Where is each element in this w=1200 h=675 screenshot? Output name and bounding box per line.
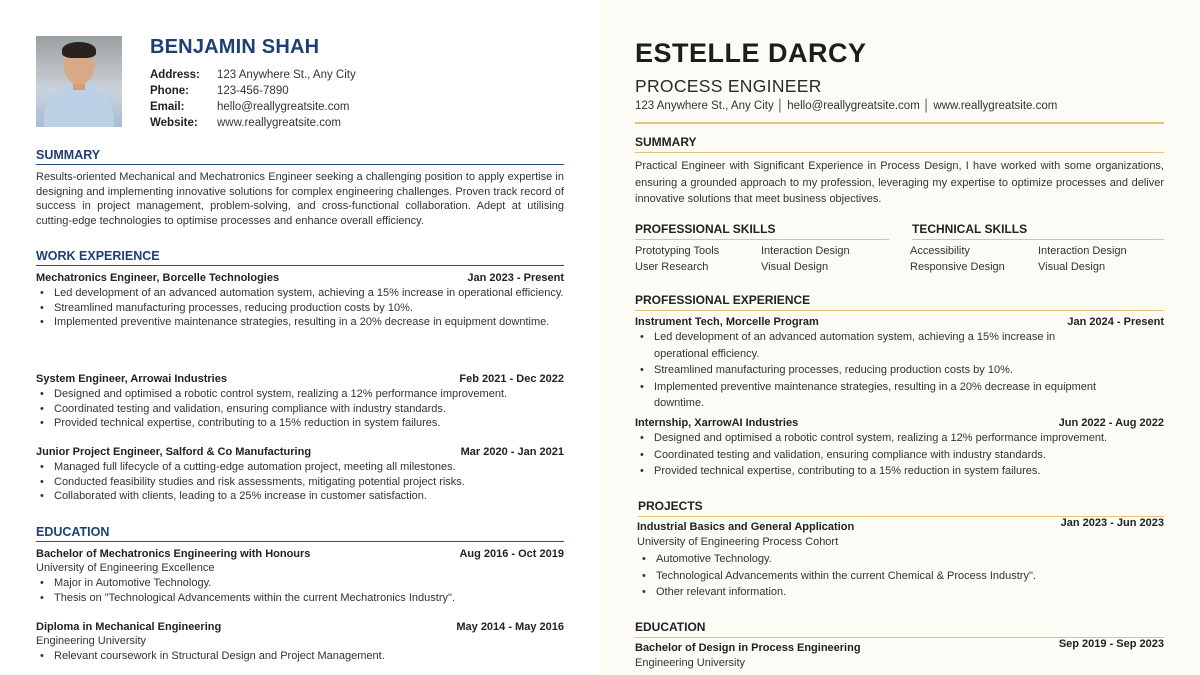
job-title: Internship, XarrowAI Industries xyxy=(635,417,799,429)
list-item: • Led development of an advanced automation system, achieving a 15% increase in operational efficiency. xyxy=(635,329,1105,362)
contact-label: Website: xyxy=(150,117,198,129)
job-dates: Jan 2024 - Present xyxy=(1067,316,1164,328)
skill-item: User Research xyxy=(635,261,709,273)
project-header xyxy=(637,517,1164,533)
section-title-summary: SUMMARY xyxy=(635,135,1164,153)
contact-label: Email: xyxy=(150,101,185,113)
skill-item: Visual Design xyxy=(1038,261,1106,273)
education-header xyxy=(635,638,1164,654)
section-title-projects: PROJECTS xyxy=(638,499,1164,517)
job-bullets xyxy=(36,286,564,330)
contact-value: hello@reallygreatsite.com xyxy=(217,101,350,113)
list-item: • Other relevant information. xyxy=(637,584,1164,601)
candidate-role: PROCESS ENGINEER xyxy=(635,76,822,96)
degree-title: Diploma in Mechanical Engineering xyxy=(36,621,222,633)
profile-photo xyxy=(36,36,122,127)
summary-text: Results-oriented Mechanical and Mechatronics Engineer seeking a challenging position to apply expertise in designing and implementing innovative solutions for complex engineering challenges. Proven track record of success in project management, problem-solving, and cross-functional collaboration. Adept at utilising cutting-edge technologies to optimise processes and enhance overall efficiency. xyxy=(36,171,564,227)
job-title: Instrument Tech, Morcelle Program xyxy=(635,316,819,328)
candidate-name: BENJAMIN SHAH xyxy=(150,36,320,58)
contact-value: 123 Anywhere St., Any City xyxy=(217,69,356,81)
header-divider xyxy=(635,122,1164,124)
skill-item: Interaction Design xyxy=(761,245,850,257)
list-item: • Implemented preventive maintenance strategies, resulting in a 20% decrease in equipment downtime. xyxy=(36,315,564,330)
job-bullets xyxy=(36,460,564,504)
section-title-technical-skills: TECHNICAL SKILLS xyxy=(912,222,1164,240)
photo-hair-shape xyxy=(62,42,96,58)
list-item: • Managed full lifecycle of a cutting-edge automation project, meeting all milestones. xyxy=(36,460,564,475)
job-header xyxy=(635,417,1164,429)
list-item: • Collaborated with clients, leading to a 25% increase in customer satisfaction. xyxy=(36,489,564,504)
section-title-work-experience: WORK EXPERIENCE xyxy=(36,249,564,266)
list-item: • Conducted feasibility studies and risk assessments, mitigating potential project risks. xyxy=(36,475,564,490)
contact-label: Phone: xyxy=(150,85,189,97)
resume-estelle-darcy xyxy=(600,0,1200,675)
job-header xyxy=(36,272,564,284)
contact-value: 123-456-7890 xyxy=(217,85,289,97)
job-header xyxy=(635,316,1164,328)
list-item: • Technological Advancements within the current Chemical & Process Industry". xyxy=(637,568,1164,585)
job-dates: Jun 2022 - Aug 2022 xyxy=(1058,417,1164,429)
school-name: Engineering University xyxy=(635,657,746,669)
contact-label: Address: xyxy=(150,69,200,81)
education-dates: Sep 2019 - Sep 2023 xyxy=(1058,638,1164,650)
list-item: • Designed and optimised a robotic control system, realizing a 12% performance improvement. xyxy=(635,430,1164,447)
degree-title: Bachelor of Design in Process Engineering xyxy=(635,642,861,654)
list-item: • Automotive Technology. xyxy=(637,551,1164,568)
education-dates: May 2014 - May 2016 xyxy=(456,621,564,633)
skill-item: Prototyping Tools xyxy=(635,245,720,257)
job-header xyxy=(36,446,564,458)
list-item: • Major in Automotive Technology. xyxy=(36,576,564,591)
candidate-name: ESTELLE DARCY xyxy=(635,38,867,68)
education-header xyxy=(36,548,564,560)
education-bullets xyxy=(36,576,564,605)
education-bullets xyxy=(36,649,564,664)
job-bullets xyxy=(635,329,1105,412)
section-title-education: EDUCATION xyxy=(635,620,1164,638)
project-organization: University of Engineering Process Cohort xyxy=(637,536,839,548)
list-item: • Provided technical expertise, contributing to a 15% reduction in system failures. xyxy=(36,416,564,431)
contact-row-address xyxy=(150,67,356,83)
list-item: • Led development of an advanced automation system, achieving a 15% increase in operational efficiency. xyxy=(36,286,564,301)
skill-item: Accessibility xyxy=(910,245,970,257)
list-item: • Streamlined manufacturing processes, reducing production costs by 10%. xyxy=(36,301,564,316)
list-item: • Coordinated testing and validation, ensuring compliance with industry standards. xyxy=(635,447,1164,464)
contact-block xyxy=(150,67,356,131)
list-item: • Streamlined manufacturing processes, reducing production costs by 10%. xyxy=(635,362,1105,379)
project-bullets xyxy=(637,551,1164,601)
section-title-professional-skills: PROFESSIONAL SKILLS xyxy=(635,222,889,240)
job-bullets xyxy=(36,387,564,431)
section-title-summary: SUMMARY xyxy=(36,148,564,165)
list-item: • Provided technical expertise, contributing to a 15% reduction in system failures. xyxy=(635,463,1164,480)
contact-row-website xyxy=(150,115,356,131)
skill-item: Visual Design xyxy=(761,261,829,273)
education-dates: Aug 2016 - Oct 2019 xyxy=(459,548,564,560)
job-dates: Jan 2023 - Present xyxy=(467,272,564,284)
job-title: System Engineer, Arrowai Industries xyxy=(36,373,227,385)
contact-row-phone xyxy=(150,83,356,99)
contact-value: www.reallygreatsite.com xyxy=(217,117,341,129)
job-bullets xyxy=(635,430,1164,480)
project-title: Industrial Basics and General Application xyxy=(637,521,855,533)
photo-shirt-shape xyxy=(44,84,114,127)
job-dates: Mar 2020 - Jan 2021 xyxy=(460,446,564,458)
project-dates: Jan 2023 - Jun 2023 xyxy=(1060,517,1164,529)
skill-item: Interaction Design xyxy=(1038,245,1127,257)
degree-title: Bachelor of Mechatronics Engineering with Honours xyxy=(36,548,311,560)
school-name: University of Engineering Excellence xyxy=(36,562,215,574)
section-title-education: EDUCATION xyxy=(36,525,564,542)
list-item: • Thesis on "Technological Advancements within the current Mechatronics Industry". xyxy=(36,591,564,606)
skill-item: Responsive Design xyxy=(910,261,1005,273)
job-dates: Feb 2021 - Dec 2022 xyxy=(459,373,564,385)
contact-line: 123 Anywhere St., Any City │ hello@reallygreatsite.com │ www.reallygreatsite.com xyxy=(635,100,1058,112)
section-title-professional-experience: PROFESSIONAL EXPERIENCE xyxy=(635,293,1164,311)
job-title: Mechatronics Engineer, Borcelle Technologies xyxy=(36,272,280,284)
list-item: • Coordinated testing and validation, ensuring compliance with industry standards. xyxy=(36,402,564,417)
job-header xyxy=(36,373,564,385)
education-header xyxy=(36,621,564,633)
list-item: • Designed and optimised a robotic control system, realizing a 12% performance improvement. xyxy=(36,387,564,402)
summary-text: Practical Engineer with Significant Experience in Process Design, I have worked with some organizations, ensuring a grounded approach to my profession, leveraging my expertise to optimize processes and deliver innovative solutions that meet business objectives. xyxy=(635,160,1164,205)
contact-row-email xyxy=(150,99,356,115)
school-name: Engineering University xyxy=(36,635,147,647)
list-item: • Relevant coursework in Structural Design and Project Management. xyxy=(36,649,564,664)
list-item: • Implemented preventive maintenance strategies, resulting in a 20% decrease in equipment downtime. xyxy=(635,379,1105,412)
job-title: Junior Project Engineer, Salford & Co Manufacturing xyxy=(36,446,312,458)
